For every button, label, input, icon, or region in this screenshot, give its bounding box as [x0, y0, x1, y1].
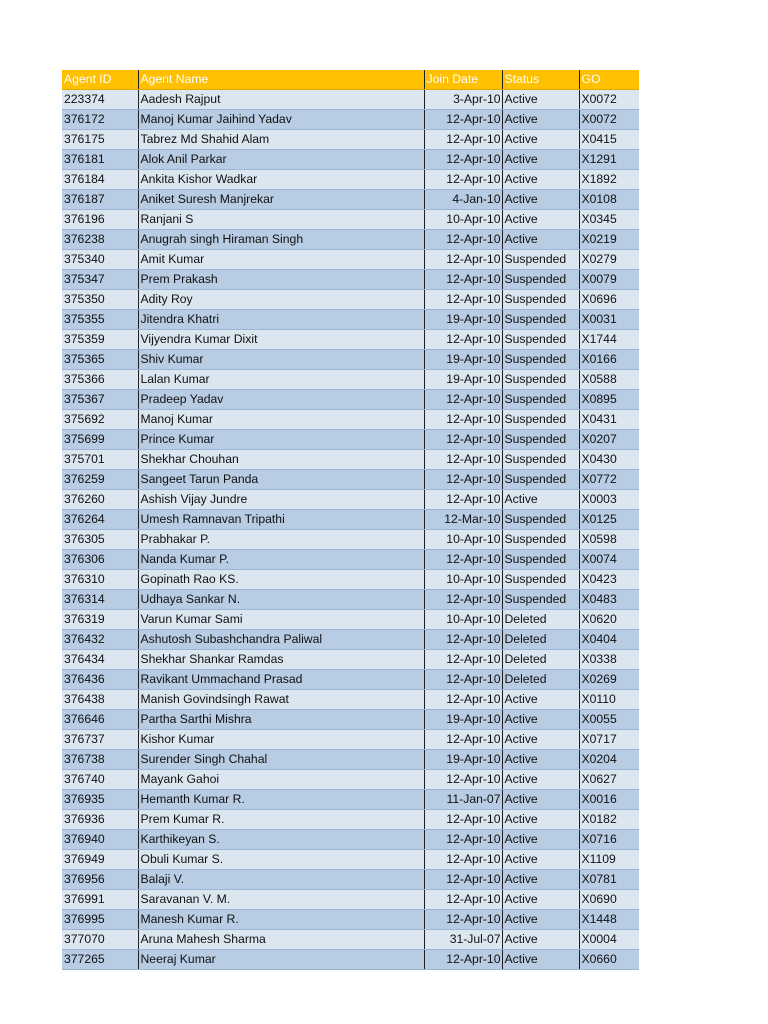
cell-agent-id[interactable]: 376949 — [62, 850, 138, 870]
cell-join-date[interactable]: 12-Apr-10 — [424, 170, 502, 190]
cell-agent-id[interactable]: 375359 — [62, 330, 138, 350]
cell-join-date[interactable]: 12-Apr-10 — [424, 890, 502, 910]
table-row — [62, 330, 639, 350]
cell-agent-id[interactable]: 376181 — [62, 150, 138, 170]
table-row — [62, 690, 639, 710]
cell-agent-name[interactable]: Ashish Vijay Jundre — [138, 490, 424, 510]
cell-join-date[interactable]: 12-Apr-10 — [424, 910, 502, 930]
cell-go[interactable]: X0717 — [579, 730, 639, 750]
cell-go[interactable]: X0627 — [579, 770, 639, 790]
column-header-status[interactable]: Status — [502, 70, 579, 90]
table-row — [62, 930, 639, 950]
cell-agent-name[interactable]: Lalan Kumar — [138, 370, 424, 390]
cell-join-date[interactable]: 12-Apr-10 — [424, 150, 502, 170]
cell-status[interactable]: Active — [502, 150, 579, 170]
cell-status[interactable]: Suspended — [502, 390, 579, 410]
table-row — [62, 670, 639, 690]
cell-agent-name[interactable]: Sangeet Tarun Panda — [138, 470, 424, 490]
cell-status[interactable]: Active — [502, 110, 579, 130]
cell-join-date[interactable]: 31-Jul-07 — [424, 930, 502, 950]
cell-agent-name[interactable]: Hemanth Kumar R. — [138, 790, 424, 810]
cell-join-date[interactable]: 12-Apr-10 — [424, 470, 502, 490]
cell-status[interactable]: Active — [502, 490, 579, 510]
table-row — [62, 310, 639, 330]
cell-join-date[interactable]: 12-Apr-10 — [424, 250, 502, 270]
cell-go[interactable]: X0072 — [579, 110, 639, 130]
cell-agent-id[interactable]: 376310 — [62, 570, 138, 590]
cell-join-date[interactable]: 12-Apr-10 — [424, 730, 502, 750]
cell-go[interactable]: X0269 — [579, 670, 639, 690]
cell-agent-id[interactable]: 376175 — [62, 130, 138, 150]
cell-go[interactable]: X0016 — [579, 790, 639, 810]
cell-go[interactable]: X1744 — [579, 330, 639, 350]
cell-status[interactable]: Active — [502, 730, 579, 750]
cell-agent-name[interactable]: Amit Kumar — [138, 250, 424, 270]
cell-status[interactable]: Suspended — [502, 330, 579, 350]
cell-join-date[interactable]: 3-Apr-10 — [424, 90, 502, 110]
cell-join-date[interactable]: 12-Apr-10 — [424, 650, 502, 670]
cell-go[interactable]: X0166 — [579, 350, 639, 370]
cell-status[interactable]: Active — [502, 890, 579, 910]
cell-join-date[interactable]: 12-Apr-10 — [424, 390, 502, 410]
cell-agent-id[interactable]: 377070 — [62, 930, 138, 950]
cell-agent-id[interactable]: 376438 — [62, 690, 138, 710]
table-row — [62, 90, 639, 110]
cell-agent-id[interactable]: 375699 — [62, 430, 138, 450]
cell-join-date[interactable]: 19-Apr-10 — [424, 350, 502, 370]
cell-go[interactable]: X1109 — [579, 850, 639, 870]
cell-status[interactable]: Active — [502, 870, 579, 890]
cell-status[interactable]: Active — [502, 930, 579, 950]
cell-agent-id[interactable]: 376314 — [62, 590, 138, 610]
table-row — [62, 710, 639, 730]
cell-status[interactable]: Active — [502, 790, 579, 810]
cell-status[interactable]: Active — [502, 770, 579, 790]
cell-join-date[interactable]: 19-Apr-10 — [424, 310, 502, 330]
cell-agent-name[interactable]: Shekhar Chouhan — [138, 450, 424, 470]
table-row — [62, 230, 639, 250]
cell-agent-id[interactable]: 376935 — [62, 790, 138, 810]
cell-agent-id[interactable]: 375367 — [62, 390, 138, 410]
cell-go[interactable]: X0279 — [579, 250, 639, 270]
cell-agent-name[interactable]: Adity Roy — [138, 290, 424, 310]
cell-status[interactable]: Suspended — [502, 290, 579, 310]
cell-agent-id[interactable]: 375366 — [62, 370, 138, 390]
cell-agent-name[interactable]: Karthikeyan S. — [138, 830, 424, 850]
cell-status[interactable]: Deleted — [502, 670, 579, 690]
cell-join-date[interactable]: 12-Apr-10 — [424, 690, 502, 710]
table-row — [62, 190, 639, 210]
cell-status[interactable]: Suspended — [502, 450, 579, 470]
cell-status[interactable]: Active — [502, 230, 579, 250]
cell-agent-name[interactable]: Neeraj Kumar — [138, 950, 424, 970]
table-row — [62, 150, 639, 170]
cell-agent-name[interactable]: Surender Singh Chahal — [138, 750, 424, 770]
cell-agent-id[interactable]: 376940 — [62, 830, 138, 850]
cell-go[interactable]: X0483 — [579, 590, 639, 610]
cell-agent-name[interactable]: Shiv Kumar — [138, 350, 424, 370]
cell-join-date[interactable]: 12-Apr-10 — [424, 410, 502, 430]
cell-agent-id[interactable]: 376264 — [62, 510, 138, 530]
table-row — [62, 630, 639, 650]
cell-go[interactable]: X0696 — [579, 290, 639, 310]
cell-join-date[interactable]: 10-Apr-10 — [424, 570, 502, 590]
cell-go[interactable]: X0219 — [579, 230, 639, 250]
cell-agent-name[interactable]: Balaji V. — [138, 870, 424, 890]
cell-agent-name[interactable]: Partha Sarthi Mishra — [138, 710, 424, 730]
cell-go[interactable]: X0404 — [579, 630, 639, 650]
cell-go[interactable]: X0430 — [579, 450, 639, 470]
cell-agent-name[interactable]: Ranjani S — [138, 210, 424, 230]
cell-status[interactable]: Suspended — [502, 250, 579, 270]
cell-status[interactable]: Active — [502, 690, 579, 710]
cell-join-date[interactable]: 12-Apr-10 — [424, 550, 502, 570]
cell-agent-name[interactable]: Prem Prakash — [138, 270, 424, 290]
cell-status[interactable]: Active — [502, 830, 579, 850]
cell-join-date[interactable]: 10-Apr-10 — [424, 610, 502, 630]
cell-agent-id[interactable]: 376187 — [62, 190, 138, 210]
table-row — [62, 390, 639, 410]
cell-join-date[interactable]: 19-Apr-10 — [424, 750, 502, 770]
table-row — [62, 750, 639, 770]
cell-agent-id[interactable]: 376305 — [62, 530, 138, 550]
cell-go[interactable]: X0660 — [579, 950, 639, 970]
cell-agent-id[interactable]: 376196 — [62, 210, 138, 230]
cell-join-date[interactable]: 12-Apr-10 — [424, 870, 502, 890]
cell-status[interactable]: Active — [502, 90, 579, 110]
table-row — [62, 550, 639, 570]
cell-agent-id[interactable]: 376184 — [62, 170, 138, 190]
table-row — [62, 730, 639, 750]
cell-go[interactable]: X0110 — [579, 690, 639, 710]
cell-agent-id[interactable]: 376434 — [62, 650, 138, 670]
cell-status[interactable]: Suspended — [502, 410, 579, 430]
cell-join-date[interactable]: 12-Apr-10 — [424, 290, 502, 310]
cell-agent-id[interactable]: 375347 — [62, 270, 138, 290]
cell-agent-name[interactable]: Tabrez Md Shahid Alam — [138, 130, 424, 150]
column-header-go[interactable]: GO — [579, 70, 639, 90]
cell-status[interactable]: Active — [502, 950, 579, 970]
table-row — [62, 910, 639, 930]
cell-status[interactable]: Suspended — [502, 530, 579, 550]
cell-agent-name[interactable]: Aadesh Rajput — [138, 90, 424, 110]
cell-agent-name[interactable]: Ravikant Ummachand Prasad — [138, 670, 424, 690]
cell-agent-id[interactable]: 376646 — [62, 710, 138, 730]
cell-agent-name[interactable]: Prince Kumar — [138, 430, 424, 450]
cell-go[interactable]: X0423 — [579, 570, 639, 590]
cell-go[interactable]: X0003 — [579, 490, 639, 510]
cell-go[interactable]: X0345 — [579, 210, 639, 230]
cell-go[interactable]: X0431 — [579, 410, 639, 430]
cell-agent-id[interactable]: 375365 — [62, 350, 138, 370]
cell-agent-name[interactable]: Aniket Suresh Manjrekar — [138, 190, 424, 210]
cell-agent-name[interactable]: Obuli Kumar S. — [138, 850, 424, 870]
table-row — [62, 830, 639, 850]
table-row — [62, 590, 639, 610]
cell-agent-name[interactable]: Manesh Kumar R. — [138, 910, 424, 930]
cell-join-date[interactable]: 10-Apr-10 — [424, 530, 502, 550]
cell-go[interactable]: X1892 — [579, 170, 639, 190]
cell-join-date[interactable]: 11-Jan-07 — [424, 790, 502, 810]
cell-go[interactable]: X0716 — [579, 830, 639, 850]
cell-go[interactable]: X0204 — [579, 750, 639, 770]
cell-agent-id[interactable]: 376738 — [62, 750, 138, 770]
cell-agent-id[interactable]: 376737 — [62, 730, 138, 750]
cell-go[interactable]: X0074 — [579, 550, 639, 570]
table-row — [62, 890, 639, 910]
cell-agent-name[interactable]: Prabhakar P. — [138, 530, 424, 550]
cell-agent-id[interactable]: 376740 — [62, 770, 138, 790]
cell-join-date[interactable]: 12-Apr-10 — [424, 490, 502, 510]
cell-agent-id[interactable]: 376172 — [62, 110, 138, 130]
cell-join-date[interactable]: 4-Jan-10 — [424, 190, 502, 210]
cell-agent-id[interactable]: 375692 — [62, 410, 138, 430]
table-row — [62, 570, 639, 590]
table-row — [62, 810, 639, 830]
cell-agent-name[interactable]: Manish Govindsingh Rawat — [138, 690, 424, 710]
agent-table — [62, 70, 639, 970]
cell-agent-name[interactable]: Anugrah singh Hiraman Singh — [138, 230, 424, 250]
cell-agent-name[interactable]: Pradeep Yadav — [138, 390, 424, 410]
cell-status[interactable]: Suspended — [502, 350, 579, 370]
cell-agent-name[interactable]: Shekhar Shankar Ramdas — [138, 650, 424, 670]
cell-status[interactable]: Suspended — [502, 370, 579, 390]
cell-agent-name[interactable]: Nanda Kumar P. — [138, 550, 424, 570]
table-row — [62, 610, 639, 630]
cell-agent-id[interactable]: 376995 — [62, 910, 138, 930]
table-row — [62, 950, 639, 970]
header-row — [62, 70, 639, 90]
cell-join-date[interactable]: 12-Apr-10 — [424, 110, 502, 130]
cell-status[interactable]: Deleted — [502, 610, 579, 630]
cell-agent-name[interactable]: Udhaya Sankar N. — [138, 590, 424, 610]
cell-go[interactable]: X0108 — [579, 190, 639, 210]
table-row — [62, 250, 639, 270]
column-header-agent-id[interactable]: Agent ID — [62, 70, 138, 90]
cell-status[interactable]: Active — [502, 710, 579, 730]
cell-status[interactable]: Suspended — [502, 270, 579, 290]
cell-join-date[interactable]: 10-Apr-10 — [424, 210, 502, 230]
cell-agent-id[interactable]: 375701 — [62, 450, 138, 470]
cell-join-date[interactable]: 12-Apr-10 — [424, 630, 502, 650]
cell-agent-name[interactable]: Kishor Kumar — [138, 730, 424, 750]
cell-agent-name[interactable]: Jitendra Khatri — [138, 310, 424, 330]
cell-status[interactable]: Deleted — [502, 650, 579, 670]
cell-agent-id[interactable]: 375355 — [62, 310, 138, 330]
cell-status[interactable]: Suspended — [502, 570, 579, 590]
cell-agent-id[interactable]: 376306 — [62, 550, 138, 570]
agent-sheet — [62, 70, 639, 970]
cell-status[interactable]: Suspended — [502, 470, 579, 490]
cell-status[interactable]: Suspended — [502, 550, 579, 570]
cell-go[interactable]: X0031 — [579, 310, 639, 330]
cell-agent-name[interactable]: Alok Anil Parkar — [138, 150, 424, 170]
table-row — [62, 650, 639, 670]
cell-agent-name[interactable]: Umesh Ramnavan Tripathi — [138, 510, 424, 530]
table-row — [62, 130, 639, 150]
cell-agent-id[interactable]: 376956 — [62, 870, 138, 890]
table-row — [62, 210, 639, 230]
cell-join-date[interactable]: 12-Apr-10 — [424, 450, 502, 470]
table-row — [62, 370, 639, 390]
cell-status[interactable]: Active — [502, 810, 579, 830]
cell-join-date[interactable]: 12-Apr-10 — [424, 430, 502, 450]
cell-go[interactable]: X0415 — [579, 130, 639, 150]
cell-join-date[interactable]: 12-Apr-10 — [424, 130, 502, 150]
cell-go[interactable]: X0588 — [579, 370, 639, 390]
cell-go[interactable]: X0004 — [579, 930, 639, 950]
table-row — [62, 170, 639, 190]
cell-status[interactable]: Active — [502, 190, 579, 210]
cell-go[interactable]: X0055 — [579, 710, 639, 730]
cell-join-date[interactable]: 12-Apr-10 — [424, 850, 502, 870]
table-row — [62, 470, 639, 490]
cell-agent-name[interactable]: Ashutosh Subashchandra Paliwal — [138, 630, 424, 650]
cell-go[interactable]: X1291 — [579, 150, 639, 170]
cell-go[interactable]: X0772 — [579, 470, 639, 490]
cell-status[interactable]: Suspended — [502, 510, 579, 530]
cell-agent-id[interactable]: 376436 — [62, 670, 138, 690]
table-row — [62, 510, 639, 530]
table-row — [62, 450, 639, 470]
cell-join-date[interactable]: 12-Apr-10 — [424, 590, 502, 610]
cell-join-date[interactable]: 12-Apr-10 — [424, 810, 502, 830]
table-row — [62, 770, 639, 790]
table-row — [62, 530, 639, 550]
cell-agent-name[interactable]: Manoj Kumar Jaihind Yadav — [138, 110, 424, 130]
cell-agent-name[interactable]: Ankita Kishor Wadkar — [138, 170, 424, 190]
cell-go[interactable]: X0079 — [579, 270, 639, 290]
table-body — [62, 90, 639, 970]
cell-agent-name[interactable]: Prem Kumar R. — [138, 810, 424, 830]
cell-agent-id[interactable]: 376991 — [62, 890, 138, 910]
table-row — [62, 410, 639, 430]
cell-agent-id[interactable]: 376432 — [62, 630, 138, 650]
cell-status[interactable]: Active — [502, 750, 579, 770]
cell-agent-name[interactable]: Mayank Gahoi — [138, 770, 424, 790]
cell-go[interactable]: X0338 — [579, 650, 639, 670]
cell-go[interactable]: X0598 — [579, 530, 639, 550]
cell-status[interactable]: Active — [502, 130, 579, 150]
cell-join-date[interactable]: 12-Apr-10 — [424, 770, 502, 790]
table-row — [62, 790, 639, 810]
cell-agent-name[interactable]: Saravanan V. M. — [138, 890, 424, 910]
cell-status[interactable]: Active — [502, 170, 579, 190]
cell-join-date[interactable]: 12-Apr-10 — [424, 670, 502, 690]
cell-go[interactable]: X1448 — [579, 910, 639, 930]
cell-join-date[interactable]: 12-Mar-10 — [424, 510, 502, 530]
cell-status[interactable]: Active — [502, 910, 579, 930]
cell-go[interactable]: X0895 — [579, 390, 639, 410]
table-row — [62, 110, 639, 130]
cell-join-date[interactable]: 19-Apr-10 — [424, 710, 502, 730]
table-row — [62, 290, 639, 310]
cell-agent-name[interactable]: Vijyendra Kumar Dixit — [138, 330, 424, 350]
cell-join-date[interactable]: 12-Apr-10 — [424, 270, 502, 290]
cell-agent-id[interactable]: 376319 — [62, 610, 138, 630]
cell-status[interactable]: Suspended — [502, 310, 579, 330]
cell-agent-id[interactable]: 375340 — [62, 250, 138, 270]
cell-agent-name[interactable]: Gopinath Rao KS. — [138, 570, 424, 590]
cell-agent-name[interactable]: Varun Kumar Sami — [138, 610, 424, 630]
column-header-agent-name[interactable]: Agent Name — [138, 70, 424, 90]
cell-join-date[interactable]: 12-Apr-10 — [424, 830, 502, 850]
cell-join-date[interactable]: 12-Apr-10 — [424, 330, 502, 350]
cell-agent-id[interactable]: 376936 — [62, 810, 138, 830]
cell-join-date[interactable]: 12-Apr-10 — [424, 950, 502, 970]
cell-status[interactable]: Deleted — [502, 630, 579, 650]
cell-go[interactable]: X0207 — [579, 430, 639, 450]
cell-go[interactable]: X0620 — [579, 610, 639, 630]
cell-go[interactable]: X0182 — [579, 810, 639, 830]
cell-go[interactable]: X0781 — [579, 870, 639, 890]
cell-agent-id[interactable]: 376238 — [62, 230, 138, 250]
table-row — [62, 270, 639, 290]
cell-status[interactable]: Suspended — [502, 430, 579, 450]
cell-agent-id[interactable]: 376260 — [62, 490, 138, 510]
cell-join-date[interactable]: 19-Apr-10 — [424, 370, 502, 390]
table-row — [62, 350, 639, 370]
cell-agent-id[interactable]: 375350 — [62, 290, 138, 310]
table-row — [62, 430, 639, 450]
cell-status[interactable]: Suspended — [502, 590, 579, 610]
cell-agent-id[interactable]: 223374 — [62, 90, 138, 110]
table-row — [62, 490, 639, 510]
cell-go[interactable]: X0072 — [579, 90, 639, 110]
cell-agent-id[interactable]: 377265 — [62, 950, 138, 970]
cell-agent-name[interactable]: Aruna Mahesh Sharma — [138, 930, 424, 950]
cell-agent-name[interactable]: Manoj Kumar — [138, 410, 424, 430]
column-header-join-date[interactable]: Join Date — [424, 70, 502, 90]
table-row — [62, 870, 639, 890]
cell-go[interactable]: X0690 — [579, 890, 639, 910]
cell-agent-id[interactable]: 376259 — [62, 470, 138, 490]
table-row — [62, 850, 639, 870]
cell-status[interactable]: Active — [502, 210, 579, 230]
cell-go[interactable]: X0125 — [579, 510, 639, 530]
cell-join-date[interactable]: 12-Apr-10 — [424, 230, 502, 250]
cell-status[interactable]: Active — [502, 850, 579, 870]
